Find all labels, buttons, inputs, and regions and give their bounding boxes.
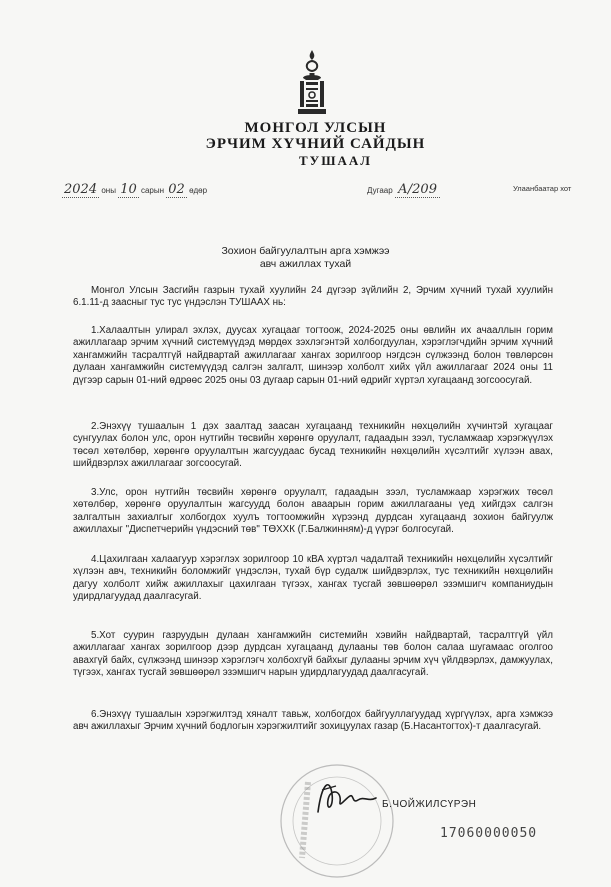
date-month-suffix: сарын (140, 186, 165, 195)
intro-paragraph: Монгол Улсын Засгийн газрын тухай хуулийн 24 дүгээр зүйлийн 2, Эрчим хүчний тухай хуулийн 6.1.11-д заасныг тус тус үндэслэн ТУШААХ нь: (73, 285, 553, 309)
paragraph-5: 5.Хот суурин газруудын дулаан хангамжийн системийн хэвийн найдвартай, тасралтгүй үйл ажиллагааг хангах зорилгоор дээр дурдсан хугацаанд дулааны төв болон салаа шугамаас оголгоо авахгүй байх, сүлжээнд шинээр хэрэглэгч холбохгүй байхыг дулааны эрчим хүч үйлдвэрлэх, дамжуулах, түгээх, хангах тусгай зөвшөөрөл эзэмшигч нарын удирдлагуудад даалгасугай. (73, 630, 553, 679)
signature-icon (312, 772, 382, 822)
signer-name: Б.ЧОЙЖИЛСҮРЭН (382, 799, 477, 810)
paragraph-1: 1.Халаалтын улирал эхлэх, дуусах хугацааг тогтоож, 2024-2025 оны өвлийн их ачааллын горим ажиллагаар эрчим хүчний системүүдэд мөрдөх зэхлэгэнтэй холбогдуулан, хэрэглэгчдийн эрчим хүчний хангамжийн тасралтгүй найдвартай ажиллагааг хангах зорилгоор нэгдсэн сүлжээнд болон төвлөрсөн дулаан хангамжийн системүүдэд салгэн залгалт, шинээр холболт хийх үйл ажиллагааг 2024 оны 11 дүгээр сарын 01-ний өдрөөс 2025 оны 03 дугаар сарын 01-ний өдрийг хүртэл хугацаанд зогсоосугай. (73, 325, 553, 386)
date-year-suffix: оны (101, 186, 116, 195)
document-city: Улаанбаатар хот (513, 184, 572, 193)
date-month: 10 (120, 182, 137, 197)
paragraph-2: 2.Энэхүү тушаалын 1 дэх заалтад заасан хугацаанд техникийн нөхцөлийн хүчинтэй хугацааг сунгуулах болон улс, орон нутгийн төсвийн хөрөнгө оруулалт, гадаадын зээл, тусламжаар хэрэгжүүлэх төсөл хөтөлбөр, хөрөнгө оруулалтын жагсуудаас бусад техникийн нөхцөлийн хүсэлтийг хүлээн авах, шийдвэрлэх ажиллагааг зогсоосугай. (73, 421, 553, 470)
subject-line2: авч ажиллах тухай (259, 258, 352, 270)
ministry-name-line1: МОНГОЛ УЛСЫН (244, 120, 387, 136)
state-emblem-icon (294, 48, 330, 118)
document-type: ТУШААЛ (299, 153, 372, 168)
subject-line1: Зохион байгуулалтын арга хэмжээ (221, 245, 390, 257)
document-serial-number: 17060000050 (440, 826, 538, 841)
document-number (367, 182, 440, 197)
date-day: 02 (168, 182, 185, 197)
paragraph-3: 3.Улс, орон нутгийн төсвийн хөрөнгө оруулалт, гадаадын зээл, тусламжаар хэрэгжих төсөл хөтөлбөр, хөрөнгө оруулалтын жагсуудд болон аваарын горим ажиллагааны үед хийгдэх салгэн залгалтын захиалгыг холбогдох хуулъ тогтоомжийн хүрээнд дурдсан хугацаанд зохион байгуулж ажиллахыг "Диспетчерийн үндэсний төв" ТӨХХК (Г.Балжинням)-д үүрэг болгосугай. (73, 487, 553, 536)
ministry-name-line2: ЭРЧИМ ХҮЧНИЙ САЙДЫН (205, 136, 426, 152)
date-year: 2024 (64, 182, 98, 197)
paragraph-6: 6.Энэхүү тушаалын хэрэгжилтэд хяналт тавьж, холбогдох байгууллагуудад хүргүүлэх, арга хэмжээ авч ажиллахыг Эрчим хүчний бодлогын хэрэгжилтийг зохицуулах газар (Б.Насантогтох)-т даалгасугай. (73, 709, 553, 733)
subject-heading (0, 245, 611, 271)
document-date (62, 182, 207, 198)
paragraph-4: 4.Цахилгаан халаагуур хэрэглэх зорилгоор 10 кВА хүртэл чадалтай техникийн нөхцөлийн хүсэлтийг хүлээн авч, техникийн боломжийг үндэслэн, тухай бүр судалж шийдвэрлэх, тус техникийн нөхцөлийн дагуу холболт хийж ажиллахыг цахилгаан түгээх, хангах тусгай зөвшөөрөл эзэмшигч компаниудын удирдлагуудад даалгасугай. (73, 554, 553, 603)
date-day-suffix: өдөр (189, 186, 208, 195)
number-label: Дугаар (367, 186, 393, 195)
number-value: А/209 (395, 182, 440, 198)
